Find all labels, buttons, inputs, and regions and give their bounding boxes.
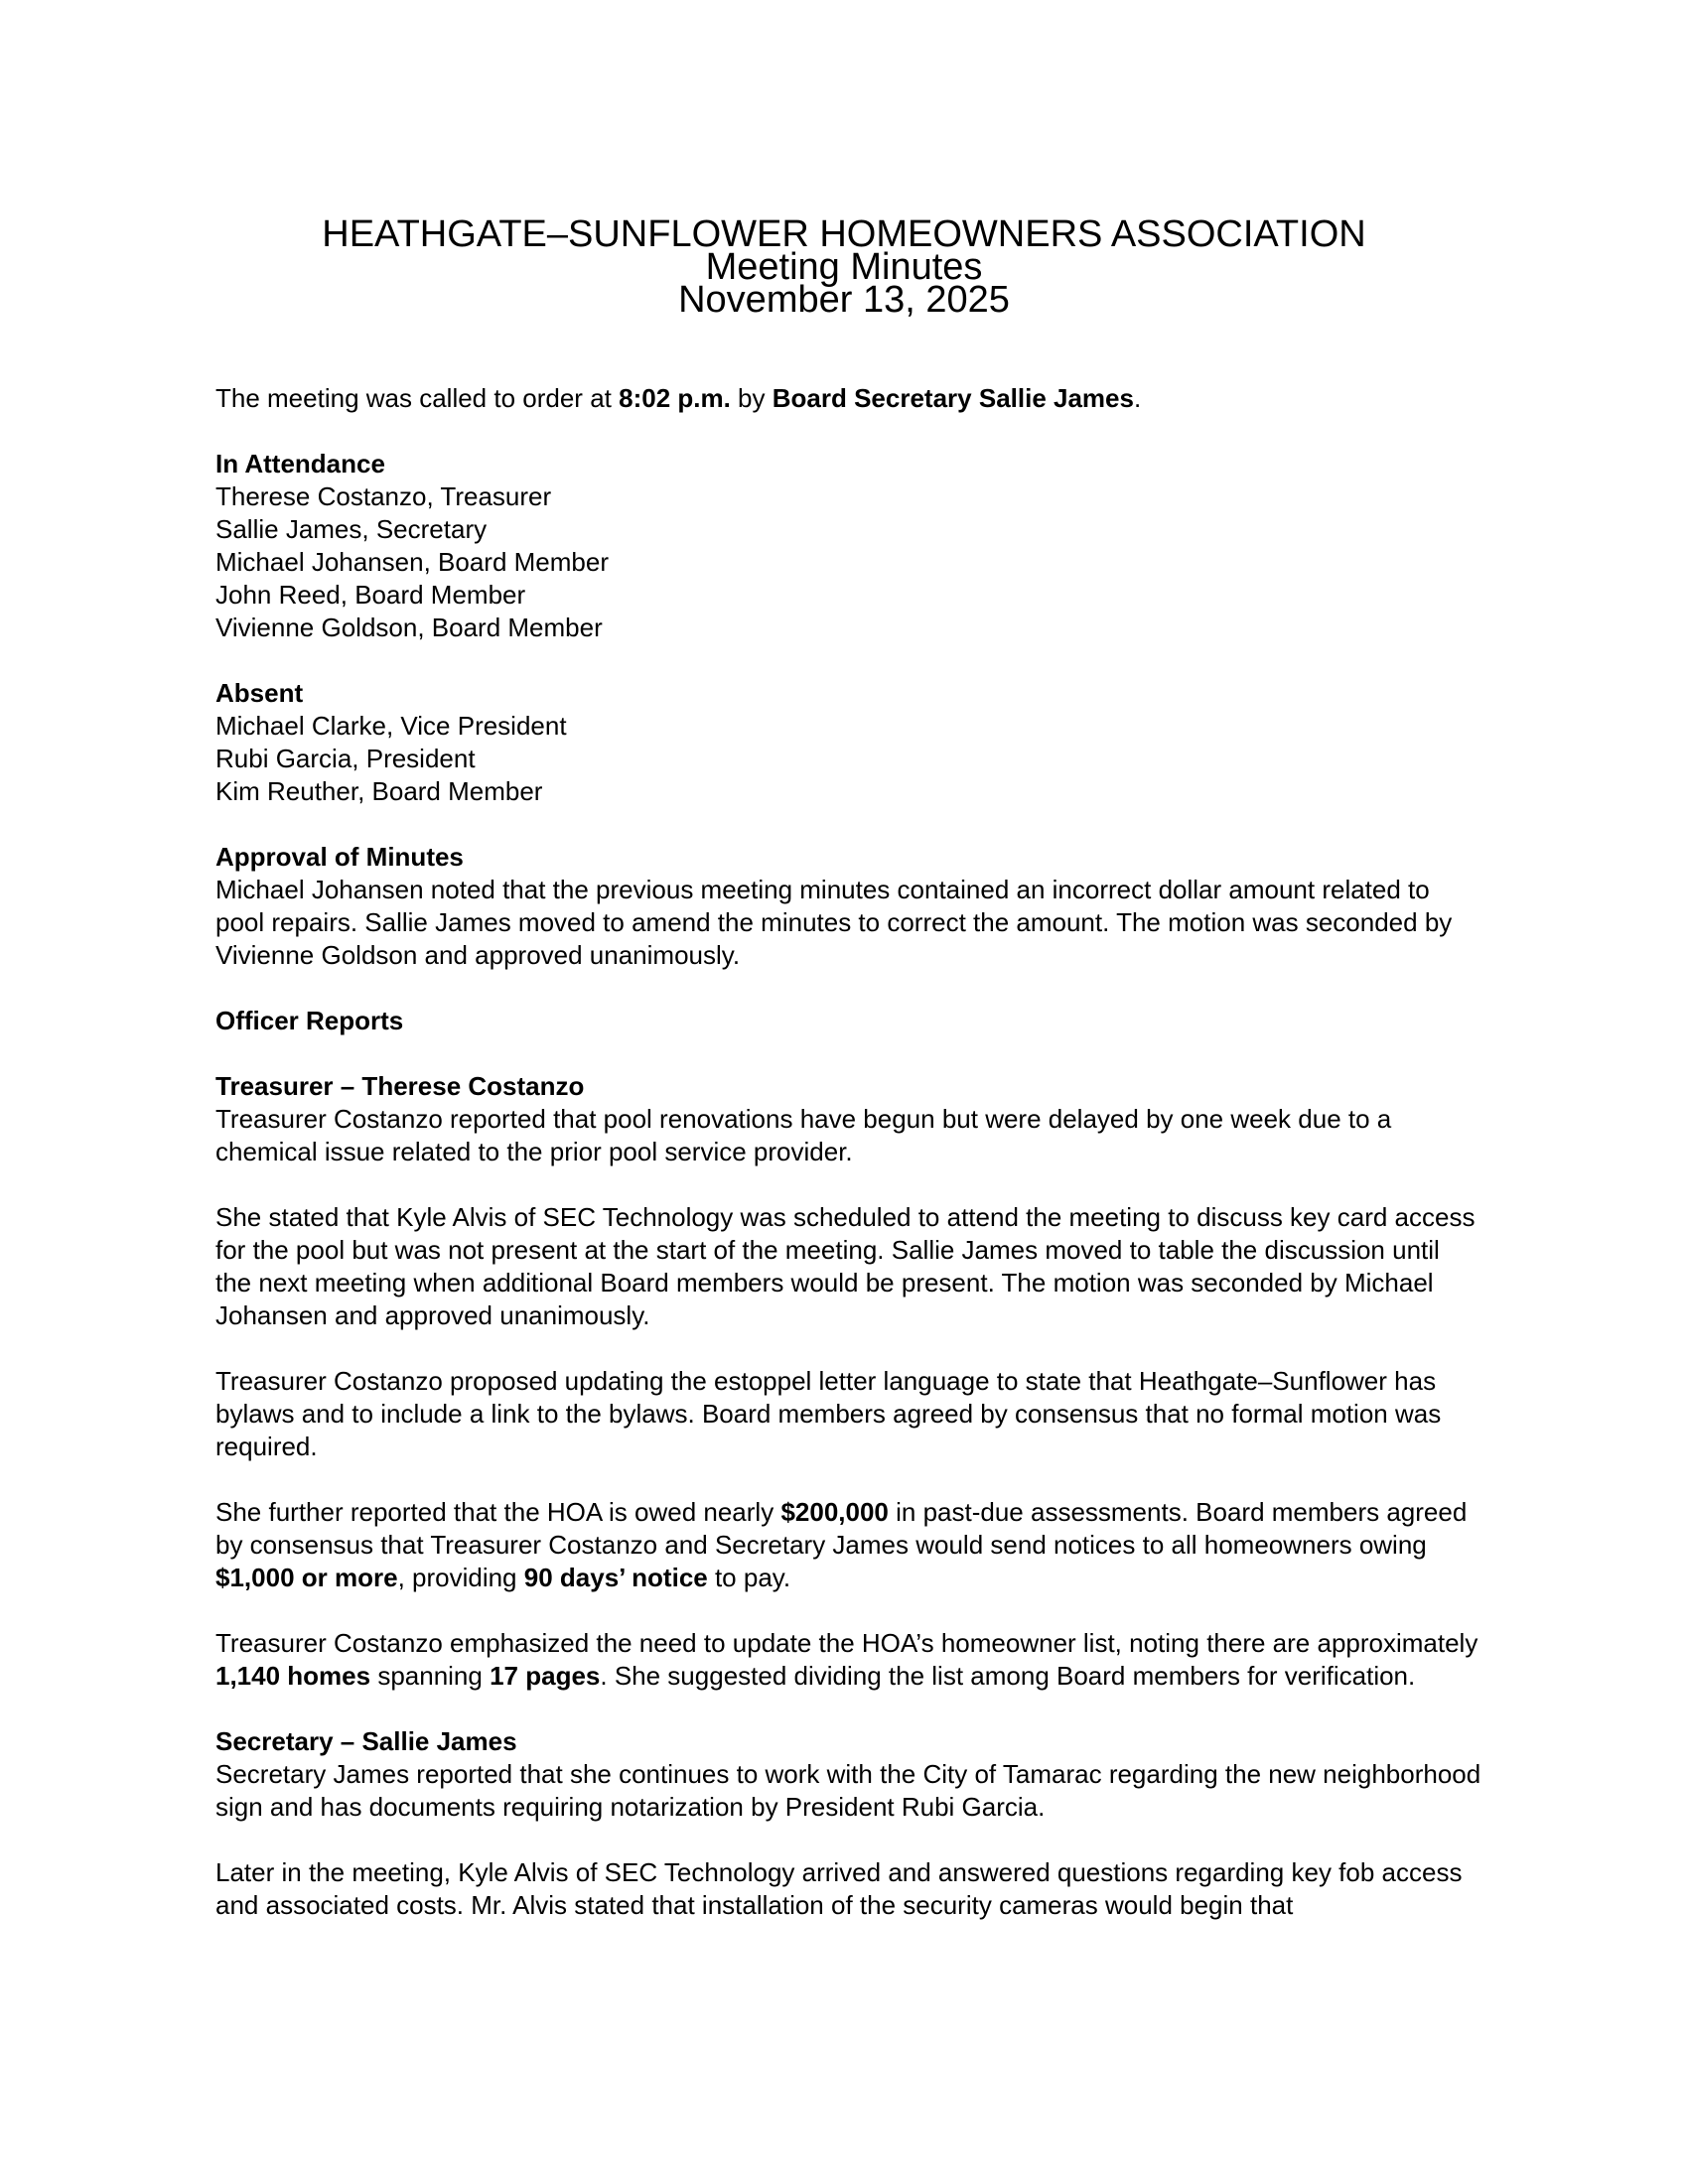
document-body xyxy=(215,382,1481,1922)
opening-paragraph: The meeting was called to order at 8:02 p.m. by Board Secretary Sallie James. xyxy=(215,383,1142,413)
approval-section xyxy=(215,841,1481,972)
absent-heading: Absent xyxy=(215,678,304,708)
notice-threshold: $1,000 or more xyxy=(215,1563,398,1592)
treasurer-paragraph-2: She stated that Kyle Alvis of SEC Technology was scheduled to attend the meeting to discuss key card access for the pool but was not present at the start of the meeting. Sallie James moved to table the discussion until the next meeting when additional Board members would be present. The motion was seconded by Michael Johansen and approved unanimously. xyxy=(215,1202,1476,1330)
attendee-item: Vivienne Goldson, Board Member xyxy=(215,613,603,642)
secretary-section xyxy=(215,1725,1481,1824)
absent-section xyxy=(215,677,1481,808)
call-to-order-time: 8:02 p.m. xyxy=(619,383,731,413)
treasurer-section xyxy=(215,1070,1481,1168)
treasurer-paragraph-4: She further reported that the HOA is owed nearly $200,000 in past-due assessments. Board members agreed by consensus that Treasurer Costanzo and Secretary James would send notices to all homeowners owing $1,000 or more, providing 90 days’ notice to pay. xyxy=(215,1497,1468,1592)
page-count: 17 pages xyxy=(490,1661,601,1691)
attendance-heading: In Attendance xyxy=(215,449,385,478)
absent-item: Rubi Garcia, President xyxy=(215,744,476,773)
treasurer-paragraph-1: Treasurer Costanzo reported that pool renovations have begun but were delayed by one week due to a chemical issue related to the prior pool service provider. xyxy=(215,1104,1392,1166)
attendance-section xyxy=(215,448,1481,644)
absent-item: Kim Reuther, Board Member xyxy=(215,776,543,806)
absent-item: Michael Clarke, Vice President xyxy=(215,711,567,741)
secretary-paragraph-1: Secretary James reported that she continues to work with the City of Tamarac regarding the new neighborhood sign and has documents requiring notarization by President Rubi Garcia. xyxy=(215,1759,1481,1822)
document-header xyxy=(0,213,1688,321)
approval-heading: Approval of Minutes xyxy=(215,842,464,872)
attendee-item: John Reed, Board Member xyxy=(215,580,526,610)
secretary-paragraph-2: Later in the meeting, Kyle Alvis of SEC Technology arrived and answered questions regarding key fob access and associated costs. Mr. Alvis stated that installation of the security cameras would begin that xyxy=(215,1857,1463,1920)
treasurer-heading: Treasurer – Therese Costanzo xyxy=(215,1071,585,1101)
secretary-heading: Secretary – Sallie James xyxy=(215,1726,517,1756)
document-type: Meeting Minutes xyxy=(705,246,983,288)
approval-text: Michael Johansen noted that the previous meeting minutes contained an incorrect dollar amount related to pool repairs. Sallie James moved to amend the minutes to correct the amount. The motion was seconded by Vivienne Goldson and approved unanimously. xyxy=(215,875,1453,970)
treasurer-paragraph-3: Treasurer Costanzo proposed updating the estoppel letter language to state that Heathgate–Sunflower has bylaws and to include a link to the bylaws. Board members agreed by consensus that no formal motion was required. xyxy=(215,1366,1442,1461)
past-due-amount: $200,000 xyxy=(780,1497,889,1527)
attendee-item: Therese Costanzo, Treasurer xyxy=(215,481,552,511)
officer-reports-heading: Officer Reports xyxy=(215,1006,404,1035)
presiding-officer: Board Secretary Sallie James xyxy=(772,383,1134,413)
attendee-item: Sallie James, Secretary xyxy=(215,514,488,544)
organization-title: HEATHGATE–SUNFLOWER HOMEOWNERS ASSOCIATION xyxy=(322,213,1366,255)
meeting-date: November 13, 2025 xyxy=(678,279,1010,321)
attendee-item: Michael Johansen, Board Member xyxy=(215,547,609,577)
home-count: 1,140 homes xyxy=(215,1661,371,1691)
notice-period: 90 days’ notice xyxy=(523,1563,708,1592)
treasurer-paragraph-5: Treasurer Costanzo emphasized the need to update the HOA’s homeowner list, noting there are approximately 1,140 homes spanning 17 pages. She suggested dividing the list among Board members for verification. xyxy=(215,1628,1478,1691)
